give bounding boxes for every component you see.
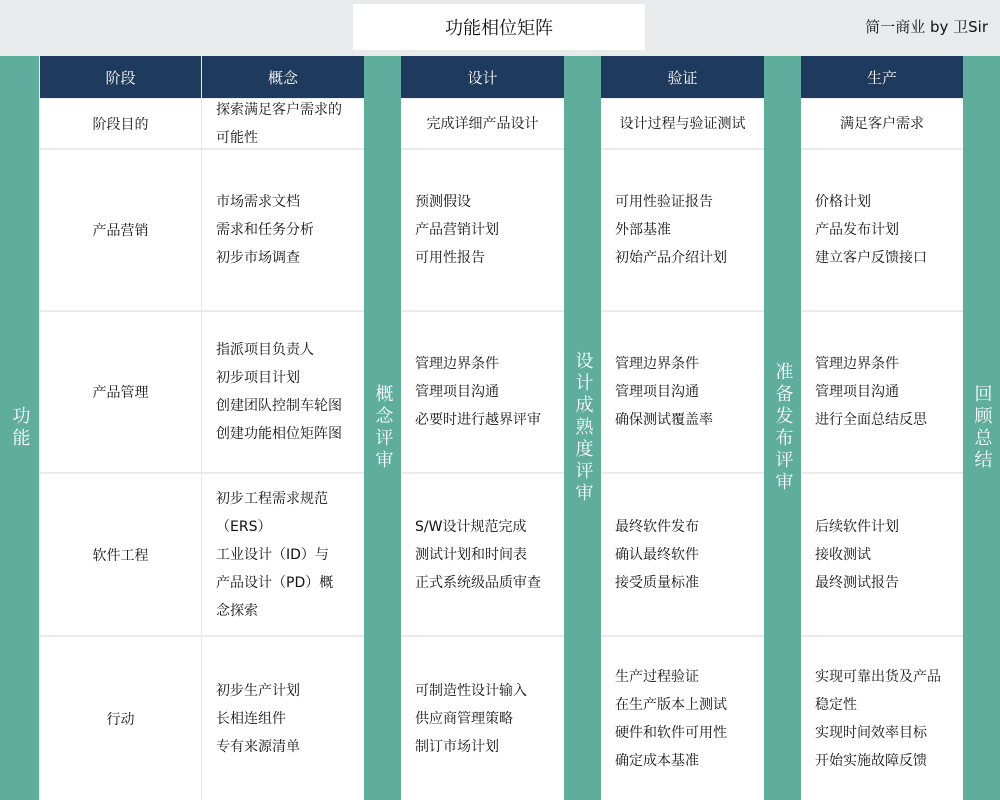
header-concept: 概念 bbox=[202, 56, 364, 98]
row-label: 产品管理 bbox=[40, 312, 201, 472]
cell-line: 预测假设 bbox=[415, 194, 471, 210]
cell-line: 实现时间效率目标 bbox=[815, 724, 927, 741]
cell-concept bbox=[202, 474, 364, 635]
cell-line: 建立客户反馈接口 bbox=[815, 250, 927, 266]
cell-line: 硬件和软件可用性 bbox=[615, 724, 727, 741]
cell-line: 管理项目沟通 bbox=[815, 384, 899, 400]
cell-line: （ERS） bbox=[216, 518, 272, 535]
cell-production bbox=[801, 637, 963, 800]
cell-line: 初步项目计划 bbox=[216, 370, 300, 386]
concept-review-bar: 概念评审 bbox=[364, 56, 401, 800]
cell-production bbox=[801, 312, 963, 472]
cell-line: 需求和任务分析 bbox=[216, 222, 314, 238]
cell-line: 进行全面总结反思 bbox=[815, 412, 927, 428]
author-credit: 简一商业 by 卫Sir bbox=[865, 18, 988, 36]
design-maturity-review-bar: 设计成熟度评审 bbox=[564, 56, 601, 800]
cell-line: 管理项目沟通 bbox=[615, 384, 699, 400]
cell-line: 长相连组件 bbox=[216, 710, 286, 727]
cell-line: 念探索 bbox=[216, 602, 258, 619]
cell-line: 供应商管理策略 bbox=[415, 710, 513, 727]
cell-line: 满足客户需求 bbox=[840, 115, 924, 132]
cell-line: 后续软件计划 bbox=[815, 518, 899, 535]
cell-line: 生产过程验证 bbox=[615, 668, 699, 685]
cell-design bbox=[401, 474, 564, 635]
cell-line: 指派项目负责人 bbox=[216, 342, 314, 358]
cell-line: 探索满足客户需求的 bbox=[216, 101, 342, 118]
cell-verify bbox=[601, 637, 764, 800]
retrospective-bar: 回顾总结 bbox=[963, 56, 1000, 800]
cell-line: 管理边界条件 bbox=[815, 356, 899, 372]
cell-line: 设计过程与验证测试 bbox=[619, 115, 746, 132]
row-label: 产品营销 bbox=[40, 150, 201, 310]
cell-design bbox=[401, 99, 564, 148]
cell-line: 测试计划和时间表 bbox=[415, 546, 527, 563]
cell-line: 确保测试覆盖率 bbox=[615, 412, 713, 428]
row-label: 阶段目的 bbox=[40, 99, 201, 148]
cell-line: 必要时进行越界评审 bbox=[415, 412, 541, 428]
cell-production bbox=[801, 150, 963, 310]
cell-line: 可用性报告 bbox=[415, 250, 485, 266]
cell-line: 管理项目沟通 bbox=[415, 384, 499, 400]
cell-line: 可制造性设计输入 bbox=[415, 682, 527, 699]
cell-design bbox=[401, 637, 564, 800]
cell-line: 专有来源清单 bbox=[216, 738, 300, 755]
cell-line: 实现可靠出货及产品 bbox=[815, 668, 941, 685]
cell-line: 管理边界条件 bbox=[615, 356, 699, 372]
cell-line: 完成详细产品设计 bbox=[426, 115, 539, 132]
cell-production bbox=[801, 474, 963, 635]
header-design: 设计 bbox=[401, 56, 564, 98]
cell-line: 创建功能相位矩阵图 bbox=[216, 426, 342, 442]
cell-production bbox=[801, 99, 963, 148]
cell-line: 价格计划 bbox=[815, 194, 871, 210]
header-verify: 验证 bbox=[601, 56, 764, 98]
cell-line: 稳定性 bbox=[815, 696, 857, 713]
cell-line: 正式系统级品质审查 bbox=[415, 574, 541, 591]
cell-line: S/W设计规范完成 bbox=[415, 518, 527, 535]
function-bar: 功能 bbox=[0, 56, 39, 800]
cell-line: 可能性 bbox=[216, 129, 258, 146]
cell-line: 最终软件发布 bbox=[615, 518, 699, 535]
header-stage: 阶段 bbox=[40, 56, 201, 98]
row-label: 行动 bbox=[40, 637, 201, 800]
cell-line: 制订市场计划 bbox=[415, 738, 499, 755]
cell-line: 初步工程需求规范 bbox=[216, 490, 328, 507]
cell-line: 在生产版本上测试 bbox=[615, 696, 727, 713]
cell-line: 产品发布计划 bbox=[815, 222, 899, 238]
cell-line: 创建团队控制车轮图 bbox=[216, 398, 342, 414]
cell-line: 开始实施故障反馈 bbox=[815, 752, 927, 769]
cell-line: 产品营销计划 bbox=[415, 222, 499, 238]
cell-line: 可用性验证报告 bbox=[615, 194, 713, 210]
page-title: 功能相位矩阵 bbox=[353, 4, 645, 50]
cell-line: 管理边界条件 bbox=[415, 356, 499, 372]
cell-line: 确定成本基准 bbox=[615, 752, 699, 769]
cell-line: 初步市场调查 bbox=[216, 250, 300, 266]
cell-line: 市场需求文档 bbox=[216, 194, 300, 210]
cell-concept bbox=[202, 312, 364, 472]
release-readiness-review-bar: 准备发布评审 bbox=[764, 56, 801, 800]
cell-design bbox=[401, 312, 564, 472]
cell-line: 工业设计（ID）与 bbox=[216, 546, 329, 563]
cell-concept bbox=[202, 99, 364, 148]
header-production: 生产 bbox=[801, 56, 963, 98]
cell-line: 产品设计（PD）概 bbox=[216, 574, 334, 591]
cell-line: 最终测试报告 bbox=[815, 574, 899, 591]
cell-verify bbox=[601, 312, 764, 472]
cell-line: 确认最终软件 bbox=[615, 546, 699, 563]
cell-line: 初始产品介绍计划 bbox=[615, 250, 727, 266]
cell-design bbox=[401, 150, 564, 310]
cell-line: 接收测试 bbox=[815, 546, 871, 563]
cell-line: 外部基准 bbox=[615, 222, 671, 238]
cell-verify bbox=[601, 150, 764, 310]
cell-concept bbox=[202, 150, 364, 310]
cell-line: 初步生产计划 bbox=[216, 682, 300, 699]
cell-verify bbox=[601, 99, 764, 148]
row-label: 软件工程 bbox=[40, 474, 201, 635]
cell-verify bbox=[601, 474, 764, 635]
cell-line: 接受质量标准 bbox=[615, 574, 699, 591]
cell-concept bbox=[202, 637, 364, 800]
